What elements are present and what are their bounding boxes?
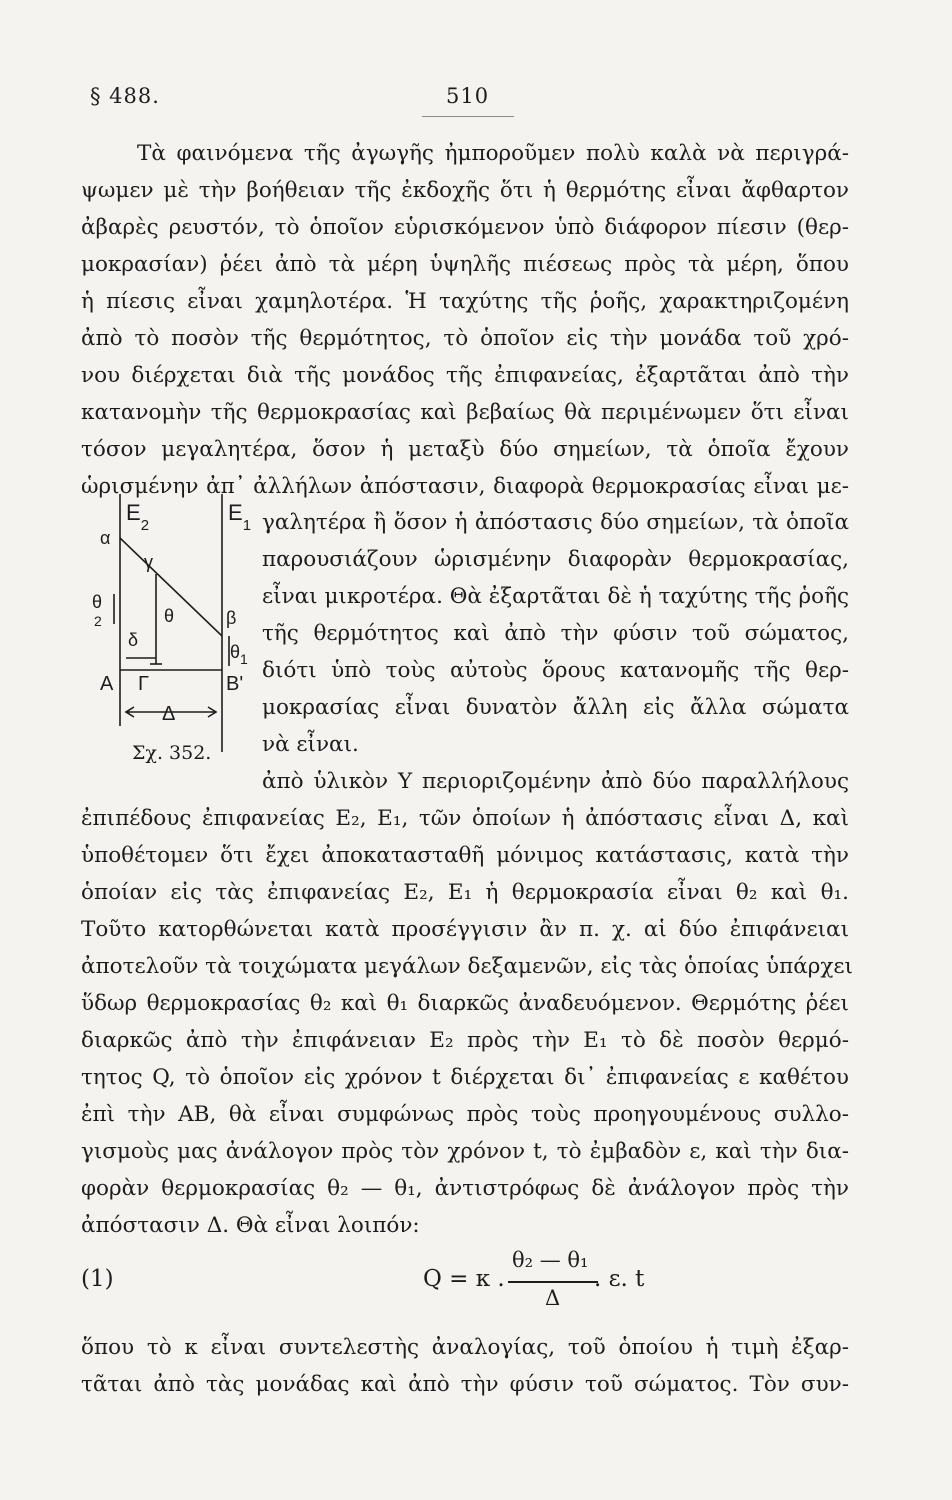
text-line: ὅπου τὸ κ εἶναι συντελεστὴς ἀναλογίας, τοῦ ὁποίου ἡ τιμὴ ἐξαρ- — [81, 1335, 849, 1360]
text-line: γαλητέρα ἢ ὅσον ἡ ἀπόστασις δύο σημείων, τὰ ὁποῖα — [262, 510, 849, 535]
text-line: νου διέρχεται διὰ τῆς μονάδος τῆς ἐπιφανείας, ἐξαρτᾶται ἀπὸ τὴν — [81, 363, 849, 388]
page-number-rule — [422, 116, 514, 117]
section-number: § 488. — [90, 84, 160, 108]
label-E2: E — [126, 500, 141, 525]
text-line: μοκρασίας εἶναι δυνατὸν ἄλλη εἰς ἄλλα σώματα — [262, 695, 849, 720]
text-line: ὕδωρ θερμοκρασίας θ₂ καὶ θ₁ διαρκῶς ἀναδευόμενον. Θερμότης ῥέει — [81, 991, 849, 1016]
text-line: γισμοὺς μας ἀνάλογον πρὸς τὸν χρόνον t, τὸ ἐμβαδὸν ε, καὶ τὴν δια- — [81, 1139, 849, 1164]
text-line: παρουσιάζουν ὡρισμένην διαφορὰν θερμοκρασίας, — [262, 547, 849, 572]
text-line: τόσον μεγαλητέρα, ὅσον ἡ μεταξὺ δύο σημείων, τὰ ὁποῖα ἔχουν — [81, 437, 849, 462]
text-line: διότι ὑπὸ τοὺς αὐτοὺς ὅρους κατανομῆς τῆς θερ- — [262, 658, 849, 683]
label-theta1: θ — [230, 642, 241, 662]
text-line: τῆς θερμότητος καὶ ἀπὸ τὴν φύσιν τοῦ σώματος, — [262, 621, 849, 646]
label-E1-sub: 1 — [242, 517, 252, 534]
label-theta: θ — [164, 606, 175, 626]
equation-lhs: Q = κ . — [423, 1266, 505, 1292]
equation-1 — [81, 1244, 849, 1324]
text-line: νὰ εἶναι. — [262, 732, 359, 757]
equation-denominator: Δ — [545, 1286, 561, 1310]
text-line: ἐπιπέδους ἐπιφανείας E₂, E₁, τῶν ὁποίων ἡ ἀπόστασις εἶναι Δ, καὶ — [81, 806, 849, 831]
page-header — [90, 84, 842, 118]
label-A: A — [100, 673, 114, 695]
label-Delta: Δ — [162, 703, 176, 725]
fraction-bar — [508, 1281, 598, 1283]
text-line: Τὰ φαινόμενα τῆς ἀγωγῆς ἠμποροῦμεν πολὺ καλὰ νὰ περιγρά- — [137, 141, 849, 166]
text-line: τητος Q, τὸ ὁποῖον εἰς χρόνον t διέρχεται δι᾽ ἐπιφανείας ε καθέτου — [81, 1065, 849, 1090]
svg-text:θ1 — [230, 642, 248, 667]
label-beta: β — [226, 608, 237, 628]
page-number: 510 — [446, 84, 490, 108]
text-line: ὡρισμένην ἀπ᾽ ἀλλήλων ἀπόστασιν, διαφορὰ θερμοκρασίας εἶναι με- — [81, 474, 849, 499]
equation-tail: . ε. t — [594, 1266, 645, 1292]
equation-numerator: θ₂ — θ₁ — [512, 1248, 589, 1272]
label-E1: E — [228, 500, 243, 525]
figure-352 — [86, 494, 266, 770]
label-B-prime: B' — [226, 673, 244, 695]
svg-text:E1 — [228, 500, 251, 534]
text-line: ὑποθέτομεν ὅτι ἔχει ἀποκατασταθῆ μόνιμος κατάστασις, κατὰ τὴν — [81, 843, 849, 868]
figure-caption: Σχ. 352. — [132, 742, 212, 764]
figure-diagram — [86, 494, 266, 770]
text-line: τᾶται ἀπὸ τὰς μονάδας καὶ ἀπὸ τὴν φύσιν τοῦ σώματος. Τὸν συν- — [81, 1372, 849, 1397]
text-line: ἀποτελοῦν τὰ τοιχώματα μεγάλων δεξαμενῶν, εἰς τὰς ὁποίας ὑπάρχει — [81, 954, 853, 979]
text-line: ψωμεν μὲ τὴν βοήθειαν τῆς ἐκδοχῆς ὅτι ἡ θερμότης εἶναι ἄφθαρτον — [81, 178, 849, 203]
text-line: διαρκῶς ἀπὸ τὴν ἐπιφάνειαν E₂ πρὸς τὴν E₁ τὸ δὲ ποσὸν θερμό- — [81, 1028, 849, 1053]
label-theta1-sub: 1 — [240, 651, 248, 667]
text-line: ἀπὸ τὸ ποσὸν τῆς θερμότητος, τὸ ὁποῖον εἰς τὴν μονάδα τοῦ χρό- — [81, 326, 849, 351]
text-line: κατανομὴν τῆς θερμοκρασίας καὶ βεβαίως θὰ περιμένωμεν ὅτι εἶναι — [81, 400, 849, 425]
text-line: εἶναι μικροτέρα. Θὰ ἐξαρτᾶται δὲ ἡ ταχύτης τῆς ῥοῆς — [262, 584, 849, 609]
label-alpha: α — [100, 528, 111, 548]
label-E2-sub: 2 — [140, 517, 150, 534]
label-Gamma: Γ — [138, 673, 150, 695]
text-line: ἀπὸ ὑλικὸν Y περιοριζομένην ἀπὸ δύο παραλλήλους — [262, 769, 849, 794]
label-theta2-sub: 2 — [94, 613, 102, 629]
equation-number: (1) — [81, 1266, 114, 1292]
label-delta-small: δ — [128, 630, 139, 650]
label-theta2: θ — [92, 592, 103, 612]
svg-text:E2 — [126, 500, 149, 534]
svg-text:θ — [92, 592, 102, 612]
text-line: ἡ πίεσις εἶναι χαμηλοτέρα. Ἡ ταχύτης τῆς ῥοῆς, χαρακτηριζομένη — [81, 289, 849, 314]
text-line: ἀπόστασιν Δ. Θὰ εἶναι λοιπόν: — [81, 1213, 420, 1238]
text-line: ὁποίαν εἰς τὰς ἐπιφανείας E₂, E₁ ἡ θερμοκρασία εἶναι θ₂ καὶ θ₁. — [81, 880, 849, 905]
text-line: ἀβαρὲς ρευστόν, τὸ ὁποῖον εὑρισκόμενον ὑπὸ διάφορον πίεσιν (θερ- — [81, 215, 849, 240]
text-line: μοκρασίαν) ῥέει ἀπὸ τὰ μέρη ὑψηλῆς πιέσεως πρὸς τὰ μέρη, ὅπου — [81, 252, 849, 277]
text-line: ἐπὶ τὴν AB, θὰ εἶναι συμφώνως πρὸς τοὺς προηγουμένους συλλο- — [81, 1102, 849, 1127]
text-line: Τοῦτο κατορθώνεται κατὰ προσέγγισιν ἂν π. χ. αἱ δύο ἐπιφάνειαι — [81, 917, 849, 942]
text-line: φορὰν θερμοκρασίας θ₂ — θ₁, ἀντιστρόφως δὲ ἀνάλογον πρὸς τὴν — [81, 1176, 849, 1201]
label-gamma: γ — [144, 552, 153, 572]
